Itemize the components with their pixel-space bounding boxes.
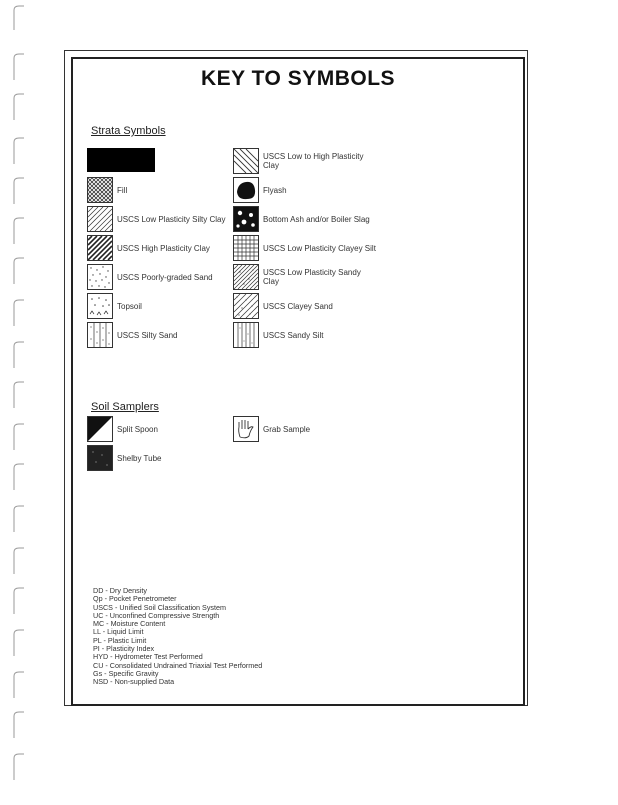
strata-symbol-low-high-clay [233, 148, 373, 174]
diagonal-dot-pattern-icon [233, 264, 259, 290]
sampler-label: Grab Sample [263, 424, 311, 434]
flyash-pattern-icon [233, 177, 259, 203]
sampler-label: Split Spoon [117, 424, 158, 434]
strata-symbol-sandy-clay [233, 264, 373, 290]
abbreviation-list [93, 587, 262, 687]
ash-slag-pattern-icon [233, 206, 259, 232]
dotted-pattern-icon [87, 264, 113, 290]
topsoil-pattern-icon [87, 293, 113, 319]
strata-label: USCS Low to High Plasticity Clay [263, 152, 364, 170]
sampler-grab-sample [233, 416, 310, 442]
diagonal-speckle-pattern-icon [233, 293, 259, 319]
crosshatch-pattern-icon [87, 177, 113, 203]
solid-black-pattern-icon [87, 148, 155, 172]
dense-diagonal-pattern-icon [87, 235, 113, 261]
abbreviation-item: HYD - Hydrometer Test Performed [93, 652, 203, 662]
strata-label: Bottom Ash and/or Boiler Slag [263, 214, 370, 224]
abbreviation-item: Qp - Pocket Penetrometer [93, 594, 177, 604]
wide-diagonal-pattern-icon [233, 148, 259, 174]
strata-symbol-poorly-graded-sand [87, 264, 213, 290]
strata-label: USCS Clayey Sand [263, 301, 333, 311]
sparse-diagonal-pattern-icon [87, 206, 113, 232]
vertical-line-pattern-icon [233, 322, 259, 348]
strata-label: Flyash [263, 185, 287, 195]
samplers-heading: Soil Samplers [91, 401, 159, 413]
strata-symbol-blank [87, 148, 159, 172]
sampler-split-spoon [87, 416, 158, 442]
strata-symbol-topsoil [87, 293, 142, 319]
abbreviation-item: LL - Liquid Limit [93, 627, 144, 637]
abbreviation-item: MC - Moisture Content [93, 619, 166, 629]
abbreviation-item: NSD - Non-supplied Data [93, 677, 175, 687]
strata-label: Topsoil [117, 301, 142, 311]
binder-holes [6, 0, 32, 800]
abbreviation-item: USCS - Unified Soil Classification System [93, 602, 227, 612]
strata-symbol-silty-clay [87, 206, 225, 232]
vertical-dashed-pattern-icon [87, 322, 113, 348]
shelby-tube-icon [87, 445, 113, 471]
strata-symbol-high-plasticity-clay [87, 235, 210, 261]
page-title: KEY TO SYMBOLS [200, 67, 396, 90]
strata-label: USCS Low Plasticity Sandy Clay [263, 268, 361, 286]
strata-label: USCS Sandy Silt [263, 330, 324, 340]
key-panel [71, 57, 525, 706]
strata-heading: Strata Symbols [91, 125, 166, 137]
strata-label: USCS Low Plasticity Silty Clay [117, 214, 226, 224]
strata-symbol-fill [87, 177, 127, 203]
strata-label: Fill [117, 185, 128, 195]
strata-label: USCS Poorly-graded Sand [117, 272, 213, 282]
strata-symbol-flyash [233, 177, 287, 203]
strata-label: USCS High Plasticity Clay [117, 243, 210, 253]
abbreviation-item: CU - Consolidated Undrained Triaxial Test Performed [93, 660, 263, 670]
strata-symbol-bottom-ash [233, 206, 370, 232]
binder-holes-graphic [6, 0, 32, 800]
strata-label: USCS Low Plasticity Clayey Silt [263, 243, 376, 253]
abbreviation-item: Gs - Specific Gravity [93, 668, 159, 678]
sampler-shelby-tube [87, 445, 161, 471]
strata-symbol-sandy-silt [233, 322, 323, 348]
sampler-label: Shelby Tube [117, 453, 162, 463]
abbreviation-item: UC - Unconfined Compressive Strength [93, 610, 220, 620]
abbreviation-item: PL - Plastic Limit [93, 635, 147, 645]
strata-symbol-clayey-sand [233, 293, 333, 319]
strata-symbol-silty-sand [87, 322, 177, 348]
strata-symbol-clayey-silt [233, 235, 376, 261]
abbreviation-item: PI - Plasticity Index [93, 644, 155, 654]
strata-label: USCS Silty Sand [117, 330, 178, 340]
split-spoon-icon [87, 416, 113, 442]
hand-icon [233, 416, 259, 442]
grid-pattern-icon [233, 235, 259, 261]
abbreviation-item: DD - Dry Density [93, 586, 147, 595]
